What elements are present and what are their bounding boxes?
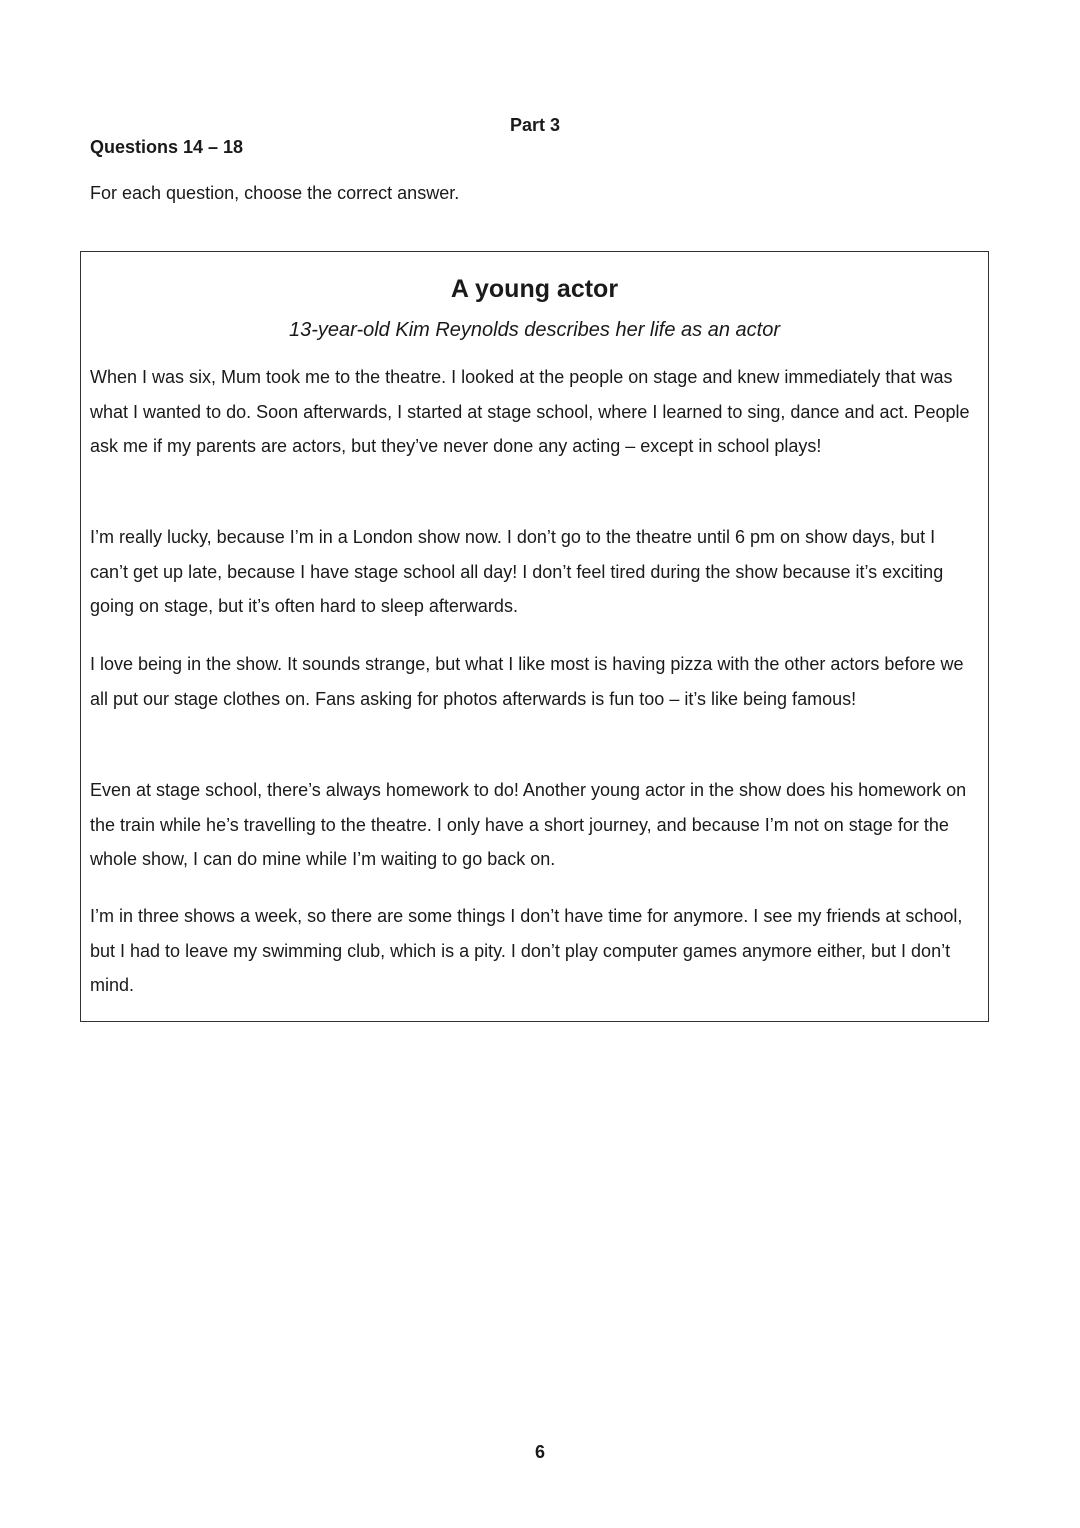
passage-subtitle: 13-year-old Kim Reynolds describes her life as an actor bbox=[289, 319, 780, 341]
page-number: 6 bbox=[534, 1442, 545, 1462]
passage-paragraph-1: When I was six, Mum took me to the theatre. I looked at the people on stage and knew immediately that was what I wanted to do. Soon afterwards, I started at stage school, where I learned to sing, dance and act. People ask me if my parents are actors, but they’ve never done any acting – except in school plays! bbox=[90, 367, 970, 456]
passage-title: A young actor bbox=[450, 275, 619, 303]
passage-paragraph-5: I’m in three shows a week, so there are some things I don’t have time for anymore. I see my friends at school, but I had to leave my swimming club, which is a pity. I don’t play computer games anymore either, but I don’t mind. bbox=[90, 906, 963, 995]
part-title: Part 3 bbox=[509, 115, 561, 135]
passage-paragraph-4: Even at stage school, there’s always homework to do! Another young actor in the show does his homework on the train while he’s travelling to the theatre. I only have a short journey, and because I’m not on stage for the whole show, I can do mine while I’m waiting to go back on. bbox=[90, 780, 967, 869]
questions-heading: Questions 14 – 18 bbox=[90, 137, 244, 157]
instruction-text: For each question, choose the correct answer. bbox=[90, 183, 460, 203]
reading-passage-box bbox=[80, 251, 989, 1022]
passage-paragraph-2: I’m really lucky, because I’m in a London show now. I don’t go to the theatre until 6 pm on show days, but I can’t get up late, because I have stage school all day! I don’t feel tired during the show because it’s exciting going on stage, but it’s often hard to sleep afterwards. bbox=[90, 527, 944, 616]
passage-paragraph-3: I love being in the show. It sounds strange, but what I like most is having pizza with the other actors before we all put our stage clothes on. Fans asking for photos afterwards is fun too – it’s like being famous! bbox=[90, 654, 964, 709]
